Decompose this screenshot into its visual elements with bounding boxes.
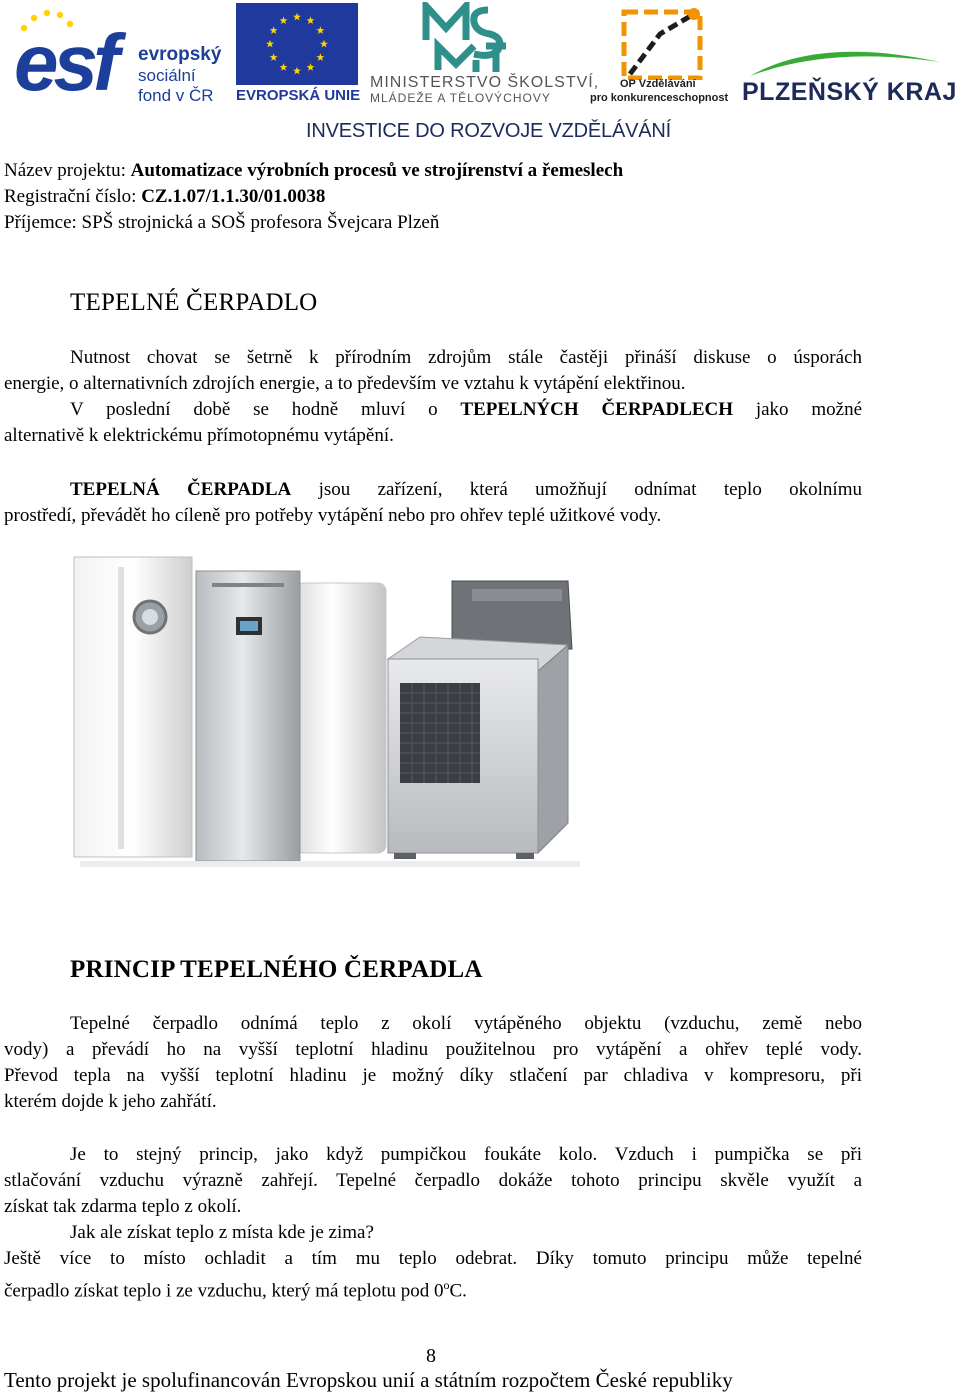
section-title-princip: PRINCIP TEPELNÉHO ČERPADLA [70,956,483,983]
msmt-logo [368,2,600,106]
paragraph-line: energie, o alternativních zdrojích energie, a to především ve vztahu k vytápění elektřinou. [4,373,686,394]
project-label: Název projektu: [4,160,131,181]
eu-label: EVROPSKÁ UNIE [236,87,361,104]
text-run: jako možné [733,399,863,420]
paragraph-princip [4,1011,862,1115]
plzensky-kraj-logo [740,40,957,110]
paragraph-line: Převod tepla na vyšší teplotní hladinu je možný díky stlačení par chladiva v kompresoru, při [4,1065,862,1086]
esf-mark: esf [14,18,115,107]
msmt-line1: MINISTERSTVO ŠKOLSTVÍ, [370,74,600,91]
esf-line1: evropský [138,44,222,65]
esf-line2: sociální [138,66,196,85]
paragraph-intro [4,345,862,449]
text-run: C. [449,1280,467,1302]
heat-pump-photo [72,553,592,871]
paragraph-line [4,477,862,503]
eu-logo [236,3,361,107]
esf-logo [14,4,229,106]
paragraph-definition [4,477,862,529]
text-run-bold: TEPELNÁ ČERPADLA [70,479,292,500]
paragraph-line [4,1272,862,1304]
paragraph-line: stlačování vzduchu výrazně zahřejí. Tepelné čerpadlo dokáže tohoto principu skvěle využít a [4,1170,862,1191]
esf-line3: fond v ČR [138,86,214,105]
registration-line [4,184,325,210]
paragraph-line: Je to stejný princip, jako když pumpičkou foukáte kolo. Vzduch i pumpička se při [70,1144,862,1165]
tagline: INVESTICE DO ROZVOJE VZDĚLÁVÁNÍ [306,120,671,142]
paragraph-line: Jak ale získat teplo z místa kde je zima? [70,1222,374,1243]
paragraph-line: Tepelné čerpadlo odnímá teplo z okolí vytápěného objektu (vzduchu, země nebo [70,1013,862,1034]
msmt-emblem-icon [368,2,583,72]
op-line1: OP Vzdělávání [620,78,696,90]
heat-pumps-illustration [72,553,592,871]
page-number: 8 [426,1345,436,1367]
registration-value: CZ.1.07/1.1.30/01.0038 [141,186,326,207]
op-line2: pro konkurenceschopnost [590,92,729,104]
paragraph-line: vody) a převádí ho na vyšší teplotní hladinu použitelnou pro vytápění a ohřev teplé vody. [4,1039,862,1060]
project-name-line [4,158,623,184]
paragraph-line: Nutnost chovat se šetrně k přírodním zdrojům stále častěji přináší diskuse o úsporách [70,347,862,368]
eu-flag-icon [236,3,358,85]
registration-label: Registrační číslo: [4,186,142,207]
project-value: Automatizace výrobních procesů ve strojírenství a řemeslech [130,160,624,181]
section-title-tepelne-cerpadlo: TEPELNÉ ČERPADLO [70,289,318,316]
paragraph-line: kterém dojde k jeho zahřátí. [4,1091,217,1112]
paragraph-line: alternativě k elektrickému přímotopnému vytápění. [4,425,394,446]
paragraph-line: prostředí, převádět ho cíleně pro potřeby vytápění nebo pro ohřev teplé užitkové vody. [4,505,662,526]
text-run: jsou zařízení, která umožňují odnímat teplo okolnímu [291,479,862,500]
paragraph-pumpicka [4,1142,862,1304]
op-logo [590,4,730,106]
msmt-line2: MLÁDEŽE A TĚLOVÝCHOVY [370,91,551,105]
degree-superscript: o [443,1278,450,1292]
text-run: čerpadlo získat teplo i ze vzduchu, který má teplotu pod 0 [4,1280,444,1302]
text-run-bold: TEPELNÝCH ČERPADLECH [460,399,734,420]
paragraph-line [4,397,862,423]
paragraph-line: Ještě více to místo ochladit a tím mu teplo odebrat. Díky tomuto principu může tepelné [4,1248,862,1269]
paragraph-line: získat tak zdarma teplo z okolí. [4,1196,242,1217]
op-emblem-icon [590,4,730,80]
footer-funding-note: Tento projekt je spolufinancován Evropskou unií a státním rozpočtem České republiky [4,1368,733,1392]
text-run: V poslední době se hodně mluví o [70,399,461,420]
plzen-swoosh-icon [740,40,950,80]
plzen-label: PLZEŇSKÝ KRAJ [742,78,957,106]
recipient-line: Příjemce: SPŠ strojnická a SOŠ profesora Švejcara Plzeň [4,212,440,233]
